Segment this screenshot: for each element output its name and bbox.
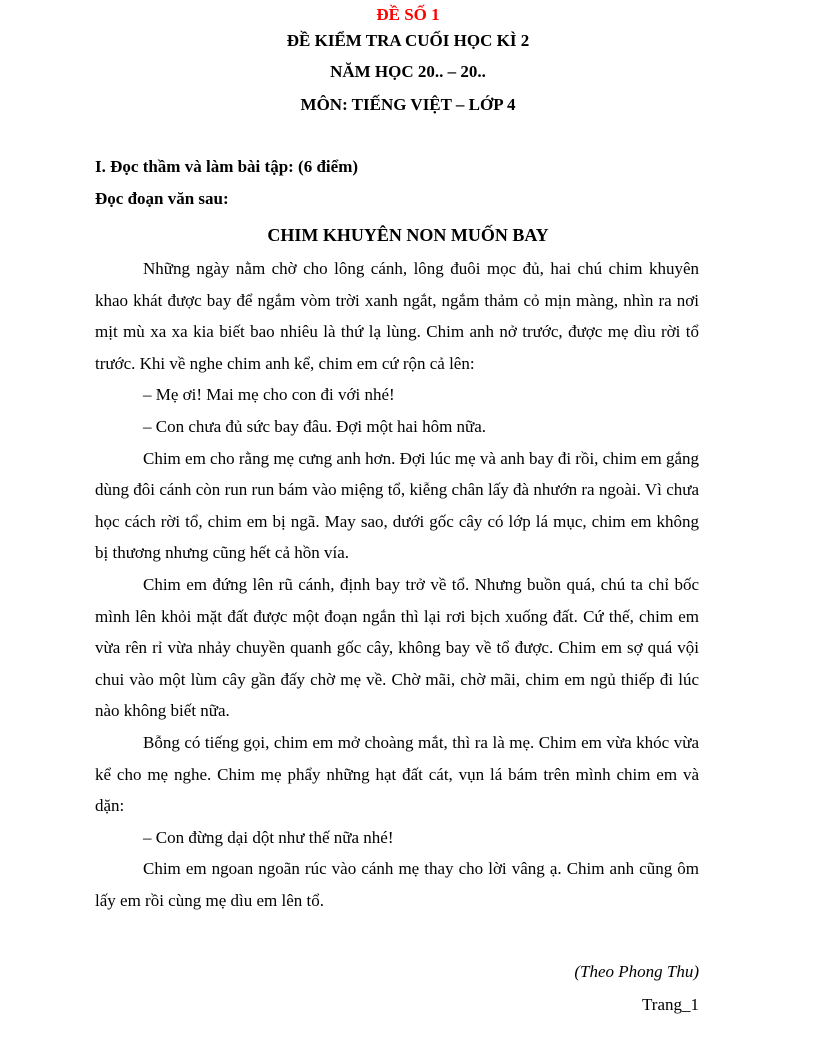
subject-line: MÔN: TIẾNG VIỆT – LỚP 4: [300, 95, 516, 114]
section-heading: I. Đọc thầm và làm bài tập: (6 điểm): [95, 157, 359, 176]
section-instruction: Đọc đoạn văn sau:: [95, 189, 229, 208]
story-dialogue: – Con chưa đủ sức bay đâu. Đợi một hai hôm nữa.: [143, 416, 487, 436]
story-dialogue: – Con đừng dại dột như thế nữa nhé!: [143, 827, 394, 847]
story-dialogue: – Mẹ ơi! Mai mẹ cho con đi với nhé!: [143, 385, 395, 405]
story-paragraph: Chim em ngoan ngoãn rúc vào cánh mẹ thay cho lời vâng ạ. Chim anh cũng ôm lấy em rồi cùng mẹ dìu em lên tổ.: [95, 859, 699, 910]
story-source: (Theo Phong Thu): [574, 962, 699, 981]
story-paragraph: Chim em cho rằng mẹ cưng anh hơn. Đợi lúc mẹ và anh bay đi rồi, chim em gắng dùng đôi cánh còn run run bám vào miệng tổ, kiễng chân lấy đà nhướn ra ngoài. Vì chưa học cách rời tổ, chim em bị ngã. May sao, dưới gốc cây có lớp lá mục, chim em không bị thương nhưng cũng hết cả hồn vía.: [95, 448, 699, 563]
page-number: Trang_1: [642, 995, 699, 1014]
story-paragraph: Những ngày nằm chờ cho lông cánh, lông đuôi mọc đủ, hai chú chim khuyên khao khát được bay để ngắm vòm trời xanh ngắt, ngắm thảm cỏ mịn màng, nhìn ra nơi mịt mù xa xa kia biết bao nhiêu là thứ lạ lùng. Chim anh nở trước, được mẹ dìu rời tổ trước. Khi về nghe chim anh kể, chim em cứ rộn cả lên:: [95, 259, 699, 373]
story-paragraph: Chim em đứng lên rũ cánh, định bay trở về tổ. Nhưng buồn quá, chú ta chỉ bốc mình lên khỏi mặt đất được một đoạn ngắn thì lại rơi bịch xuống đất. Cứ thế, chim em vừa rên rỉ vừa nhảy chuyền quanh gốc cây, không bay về tổ được. Chim em sợ quá vội chui vào một lùm cây gần đấy chờ mẹ về. Chờ mãi, chờ mãi, chim em ngủ thiếp đi lúc nào không biết nữa.: [95, 574, 699, 721]
exam-number: ĐỀ SỐ 1: [376, 5, 440, 24]
story-title: CHIM KHUYÊN NON MUỐN BAY: [267, 225, 549, 245]
school-year: NĂM HỌC 20.. – 20..: [330, 62, 486, 81]
story-body: [95, 253, 699, 916]
story-paragraph: Bỗng có tiếng gọi, chim em mở choàng mắt, thì ra là mẹ. Chim em vừa khóc vừa kể cho mẹ nghe. Chim mẹ phẩy những hạt đất cát, vụn lá bám trên mình chim em và dặn:: [95, 732, 699, 816]
exam-title: ĐỀ KIỂM TRA CUỐI HỌC KÌ 2: [286, 31, 530, 50]
